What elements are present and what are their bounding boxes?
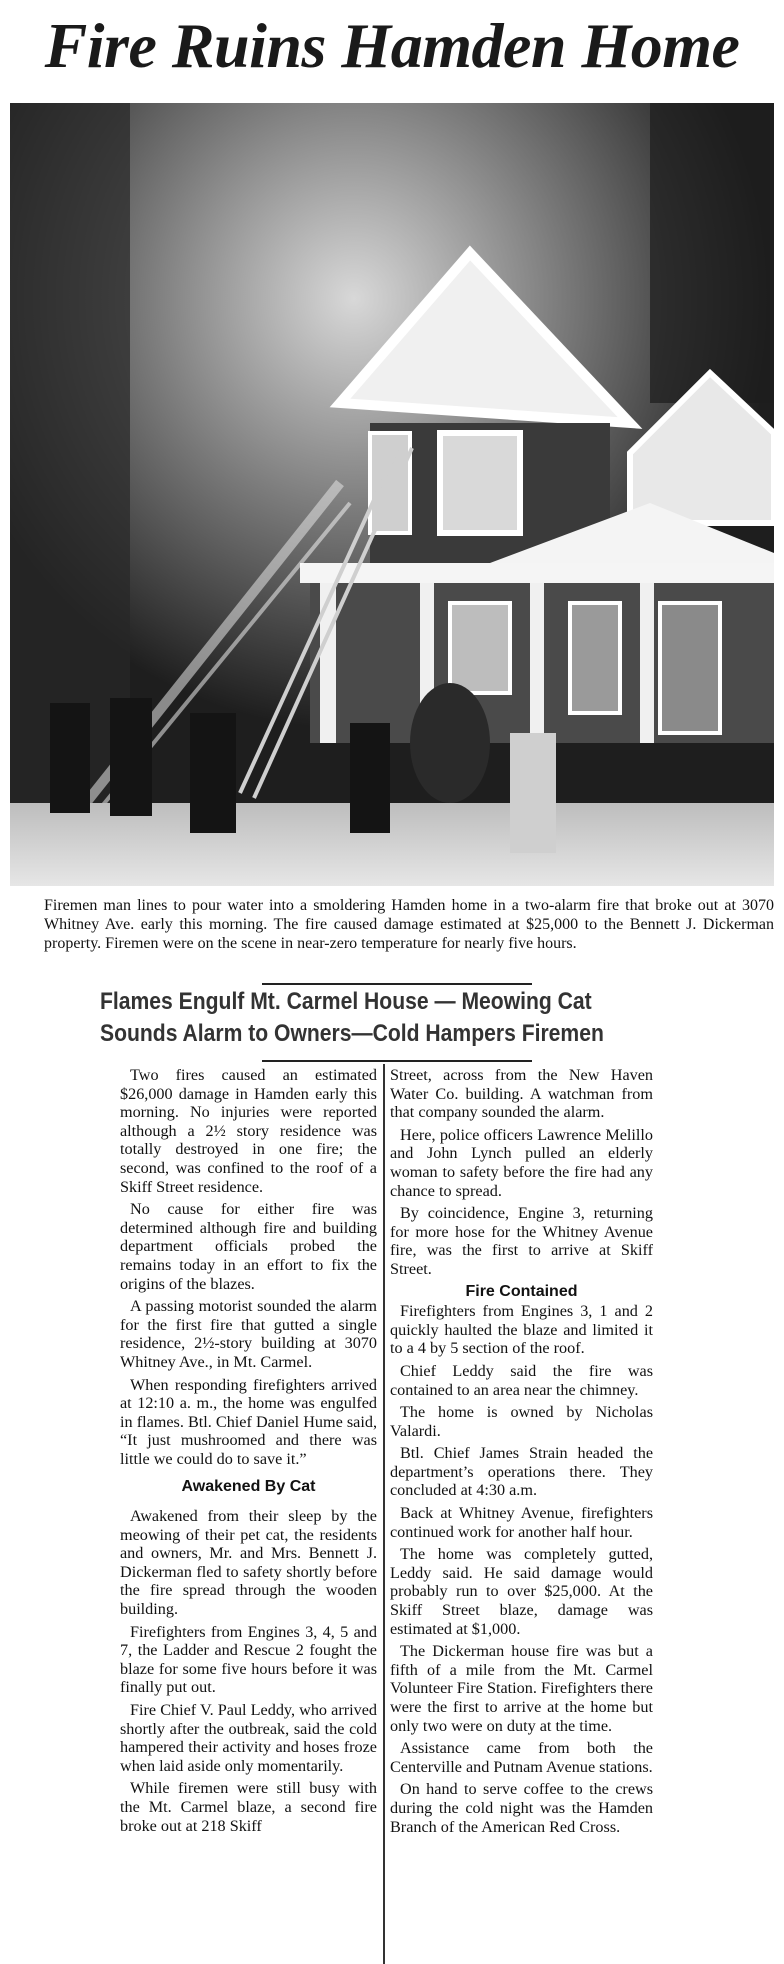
divider-rule bbox=[262, 983, 532, 985]
house-fire-photo bbox=[10, 103, 774, 886]
article-paragraph: The Dickerman house fire was but a fifth of a mile from the Mt. Carmel Volunteer Fire Station. Firefighters there were the first to arrive at the home but only two were on duty at the time. bbox=[390, 1642, 653, 1735]
column-divider bbox=[383, 1064, 385, 1964]
headline: Fire Ruins Hamden Home bbox=[44, 10, 740, 81]
subheadline-line-2: Sounds Alarm to Owners—Cold Hampers Firemen bbox=[100, 1020, 604, 1047]
article-paragraph: The home is owned by Nicholas Valardi. bbox=[390, 1403, 653, 1440]
article-paragraph: Back at Whitney Avenue, firefighters continued work for another half hour. bbox=[390, 1504, 653, 1541]
article-paragraph: While firemen were still busy with the Mt. Carmel blaze, a second fire broke out at 218 Skiff bbox=[120, 1779, 377, 1835]
subheadline-line-1: Flames Engulf Mt. Carmel House — Meowing Cat bbox=[100, 988, 592, 1015]
article-paragraph: No cause for either fire was determined although fire and building department officials probed the remains today in an effort to fix the origins of the blazes. bbox=[120, 1200, 377, 1293]
article-column-1 bbox=[120, 1066, 377, 1839]
article-paragraph: A passing motorist sounded the alarm for the first fire that gutted a single residence, 2½-story building at 3070 Whitney Ave., in Mt. Carmel. bbox=[120, 1297, 377, 1371]
article-paragraph: Assistance came from both the Centerville and Putnam Avenue stations. bbox=[390, 1739, 653, 1776]
article-paragraph: The home was completely gutted, Leddy said. He said damage would probably run to over $25,000. At the Skiff Street blaze, damage was estimated at $1,000. bbox=[390, 1545, 653, 1638]
article-subtitle: Awakened By Cat bbox=[181, 1478, 316, 1496]
article-column-2 bbox=[390, 1066, 653, 1840]
article-paragraph: Street, across from the New Haven Water Co. building. A watchman from that company sounded the alarm. bbox=[390, 1066, 653, 1122]
photo-caption: Firemen man lines to pour water into a smoldering Hamden home in a two-alarm fire that broke out at 3070 Whitney Ave. early this morning. The fire caused damage estimated at $25,000 to the Bennett J. Dickerman property. Firemen were on the scene in near-zero temperature for nearly five hours. bbox=[44, 897, 774, 952]
article-paragraph: By coincidence, Engine 3, returning for more hose for the Whitney Avenue fire, was the first to arrive at Skiff Street. bbox=[390, 1204, 653, 1278]
article-paragraph: Here, police officers Lawrence Melillo and John Lynch pulled an elderly woman to safety before the fire had any chance to spread. bbox=[390, 1125, 653, 1200]
article-paragraph: Two fires caused an estimated $26,000 damage in Hamden early this morning. No injuries were reported although a 2½ story residence was totally destroyed in one fire; the second, was confined to the roof of a Skiff Street residence. bbox=[120, 1066, 377, 1196]
photo-illustration bbox=[10, 103, 774, 886]
subheadline bbox=[100, 986, 628, 1050]
article-paragraph: Awakened from their sleep by the meowing of their pet cat, the residents and owners, Mr. and Mrs. Bennett J. Dickerman fled to safety shortly before the fire spread through the wooden building. bbox=[120, 1507, 377, 1619]
article-paragraph: Btl. Chief James Strain headed the department’s operations there. They concluded at 4:30 a.m. bbox=[390, 1444, 653, 1500]
article-paragraph: Firefighters from Engines 3, 1 and 2 quickly haulted the blaze and limited it to a 4 by 5 section of the roof. bbox=[390, 1302, 653, 1358]
divider-rule bbox=[262, 1060, 532, 1062]
article-paragraph: Firefighters from Engines 3, 4, 5 and 7, the Ladder and Rescue 2 fought the blaze for some five hours before it was finally put out. bbox=[120, 1622, 377, 1697]
article-paragraph: On hand to serve coffee to the crews during the cold night was the Hamden Branch of the American Red Cross. bbox=[390, 1780, 653, 1836]
article-paragraph: Fire Chief V. Paul Leddy, who arrived shortly after the outbreak, said the cold hampered their activity and hoses froze when laid aside only momentarily. bbox=[120, 1701, 377, 1775]
article-paragraph: Chief Leddy said the fire was contained to an area near the chimney. bbox=[390, 1361, 653, 1399]
article-paragraph: When responding firefighters arrived at 12:10 a. m., the home was engulfed in flames. Btl. Chief Daniel Hume said, “It just mushroomed and there was little we could do to save it.” bbox=[120, 1375, 377, 1468]
article-subtitle: Fire Contained bbox=[465, 1282, 578, 1300]
